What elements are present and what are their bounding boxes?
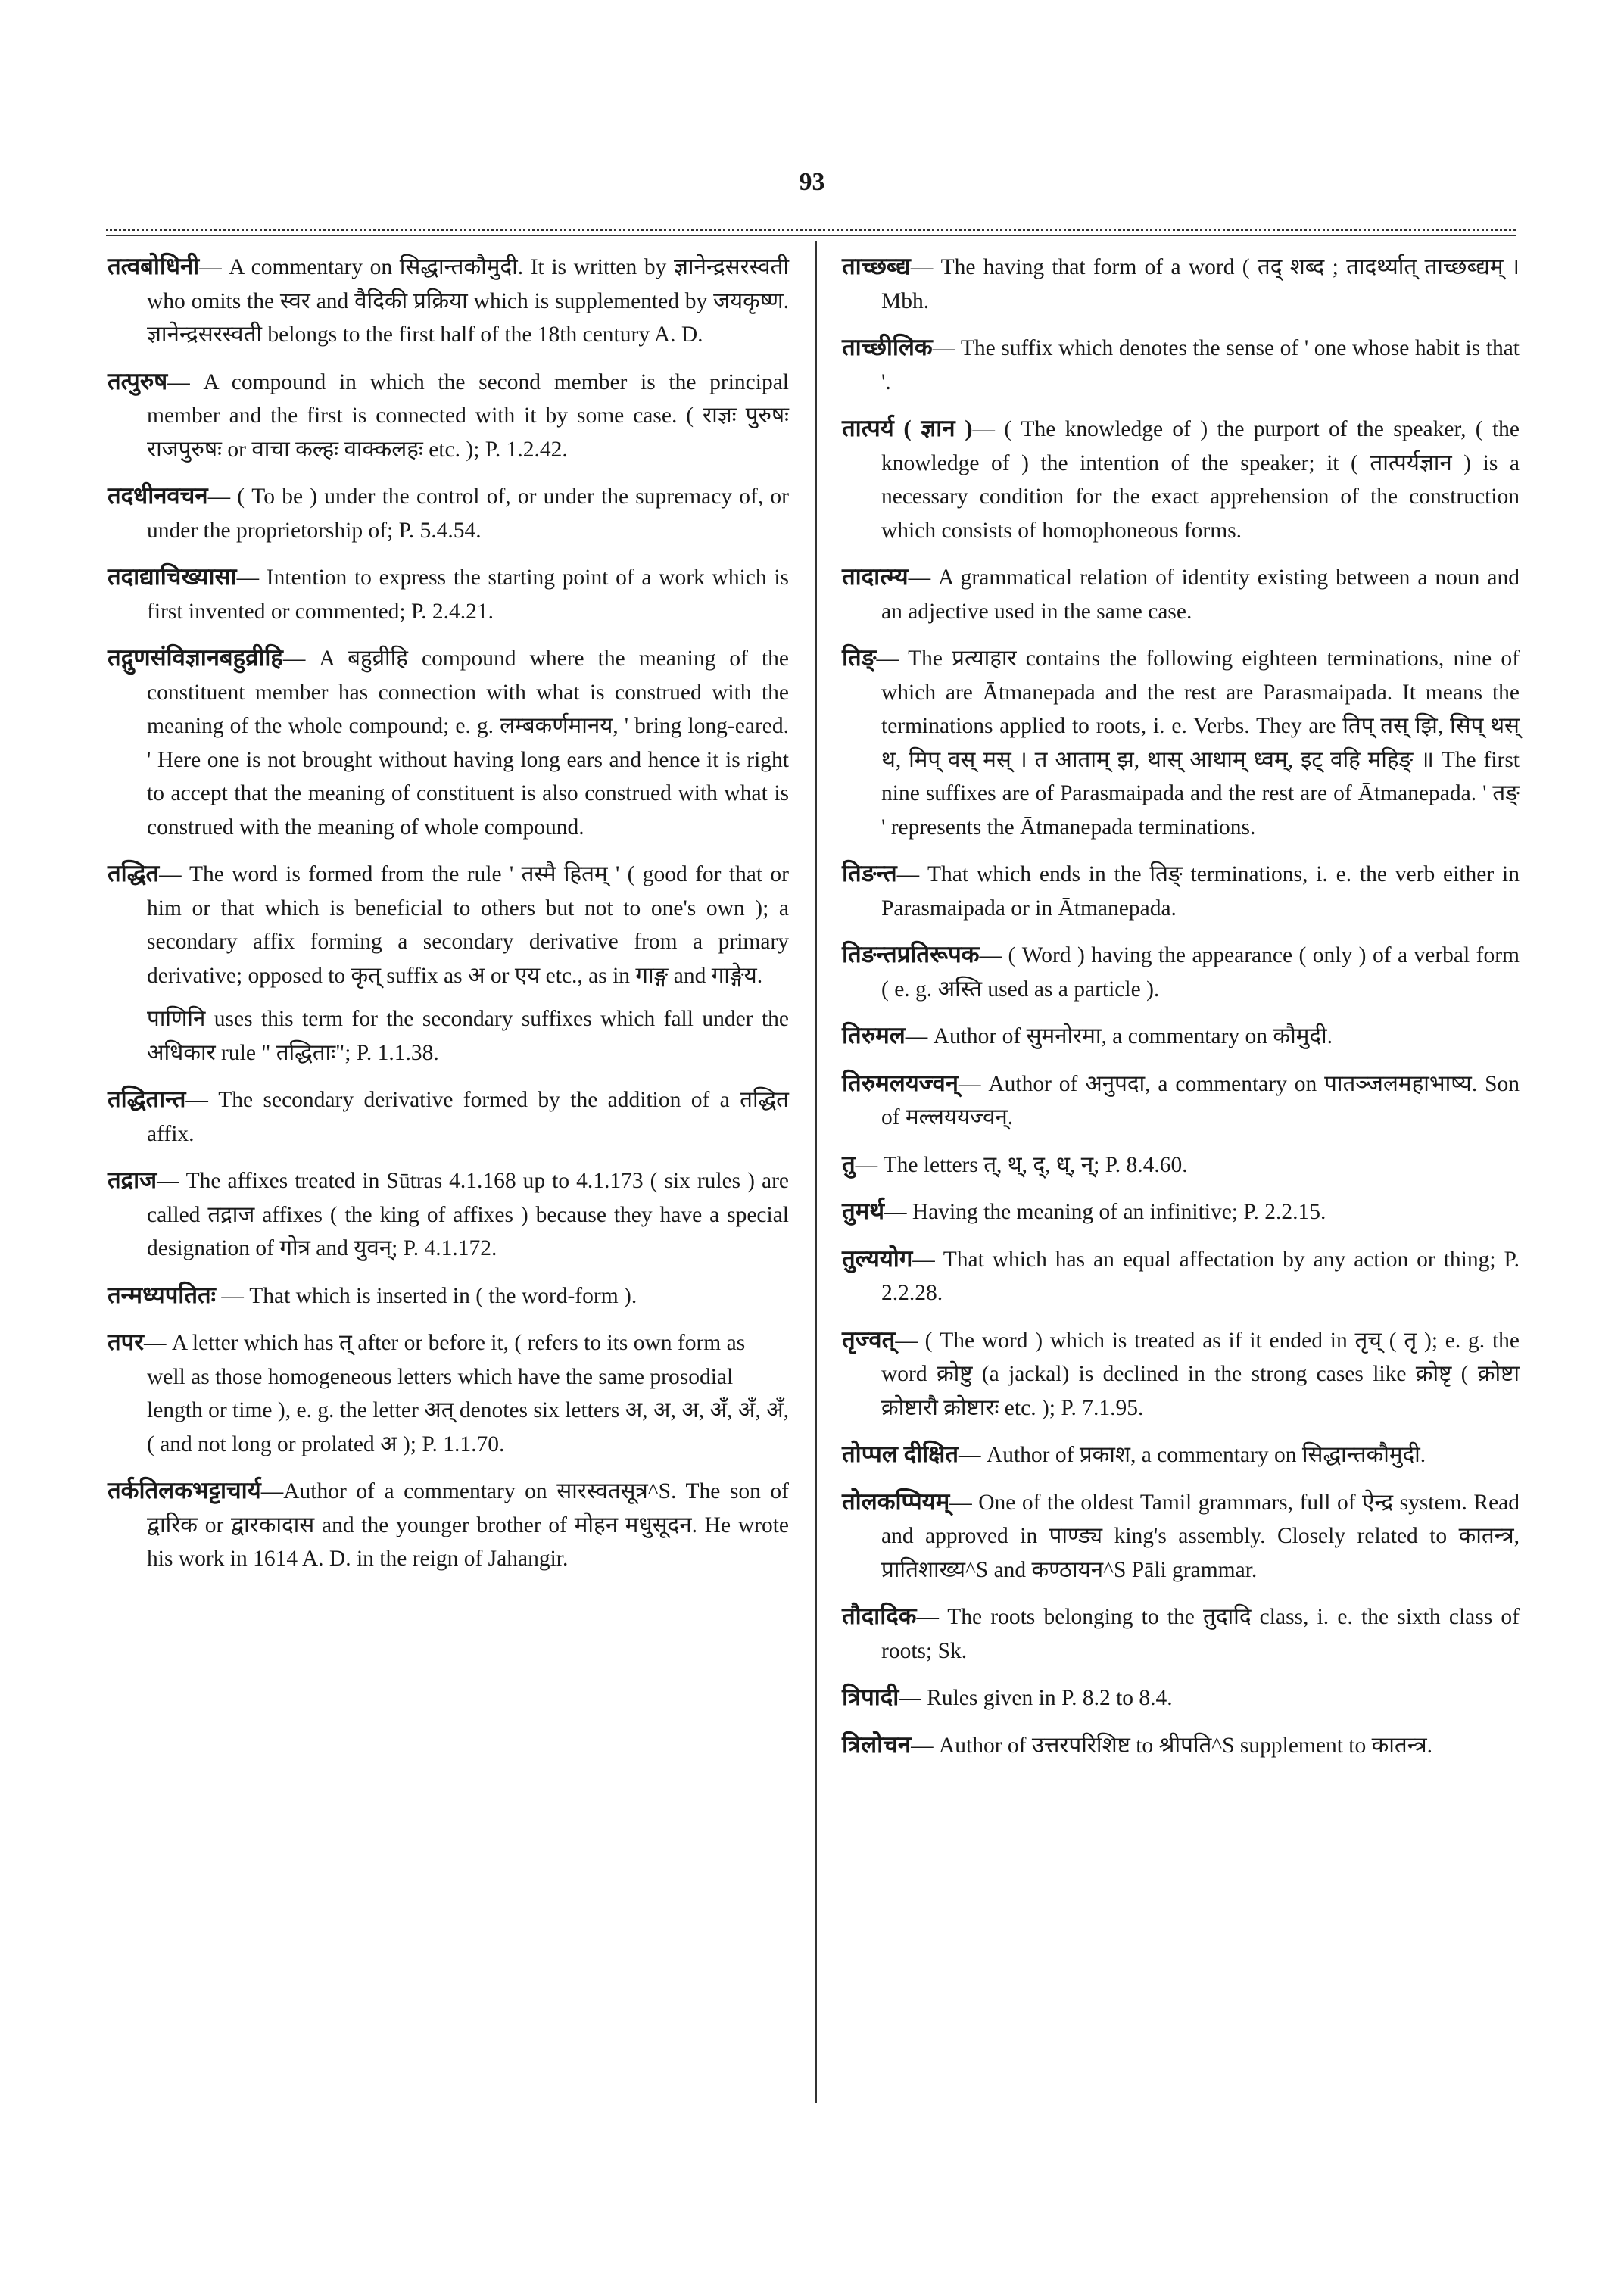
dictionary-entry bbox=[842, 1067, 1520, 1135]
entry-headword: तिरुमलयज्वन् bbox=[842, 1069, 959, 1096]
left-column bbox=[108, 250, 789, 1589]
column-divider bbox=[815, 241, 817, 2103]
entry-headword: तुमर्थ bbox=[842, 1198, 885, 1224]
entry-headword: तिङन्त bbox=[842, 860, 897, 886]
entry-text: — The प्रत्याहार contains the following eighteen terminations, nine of which are Ātmanepada and the rest are Parasmaipada. It means the terminations applied to roots, i. e. Verbs. They are तिप् तस् झि, सिप् थस् थ, मिप् वस् मस् । त आताम् झ, थास् आथाम् ध्वम्, इट् वहि महिङ् ॥ The first nine suffixes are of Parasmaipada and the rest are of Ātmanepada. ' तङ् ' represents the Ātmanepada terminations. bbox=[876, 646, 1520, 840]
dictionary-entry bbox=[842, 1323, 1520, 1425]
entry-text: — The roots belonging to the तुदादि class, i. e. the sixth class of roots; Sk. bbox=[881, 1605, 1520, 1663]
entry-text: — A compound in which the second member is the principal member and the first is connected with it by some case. ( राज्ञः पुरुषः राजपुरुषः or वाचा कल्हः वाक्कलहः etc. ); P. 1.2.42. bbox=[147, 369, 789, 462]
entry-headword: तृज्वत् bbox=[842, 1326, 896, 1353]
entry-text: — ( The knowledge of ) the purport of the speaker, ( the knowledge of ) the intention of the speaker; it ( तात्पर्यज्ञान ) is a necessary condition for the exact apprehension of the construction which consists of homophoneous forms. bbox=[881, 417, 1520, 543]
right-column bbox=[842, 250, 1520, 1775]
entry-text: — ( Word ) having the appearance ( only ) of a verbal form ( e. g. अस्ति used as a particle ). bbox=[881, 943, 1520, 1002]
dictionary-entry bbox=[842, 1438, 1520, 1472]
entry-headword: तद्धितान्त bbox=[108, 1086, 186, 1112]
entry-text: — Author of सुमनोरमा, a commentary on कौमुदी. bbox=[905, 1024, 1333, 1048]
dictionary-entry bbox=[842, 938, 1520, 1006]
entry-text: — Rules given in P. 8.2 to 8.4. bbox=[899, 1686, 1173, 1710]
entry-headword: तद्राज bbox=[108, 1167, 157, 1193]
dictionary-entry bbox=[842, 1019, 1520, 1054]
entry-text: —Author of a commentary on सारस्वतसूत्र^S. The son of द्वारिक or द्वारकादास and the younger brother of मोहन मधुसूदन. He wrote his work in 1614 A. D. in the reign of Jahangir. bbox=[147, 1479, 789, 1571]
entry-text: — One of the oldest Tamil grammars, full of ऐन्द्र system. Read and approved in पाण्ड्य king's assembly. Closely related to कातन्त्र, प्रातिशाख्य^S and कण्ठायन^S Pāli grammar. bbox=[881, 1490, 1520, 1582]
entry-headword: तदधीनवचन bbox=[108, 482, 208, 509]
entry-text: — Author of उत्तरपरिशिष्ट to श्रीपति^S supplement to कातन्त्र. bbox=[911, 1733, 1432, 1758]
entry-headword: तु bbox=[842, 1150, 856, 1177]
dictionary-entry bbox=[108, 365, 789, 467]
entry-headword: तोलकप्पियम् bbox=[842, 1488, 950, 1515]
dictionary-entry bbox=[842, 1242, 1520, 1310]
dictionary-entry bbox=[842, 1681, 1520, 1715]
entry-text: — A commentary on सिद्धान्तकौमुदी. It is written by ज्ञानेन्द्रसरस्वती who omits the स्वर and वैदिकी प्रक्रिया which is supplemented by जयकृष्ण. ज्ञानेन्द्रसरस्वती belongs to the first half of the 18th century A. D. bbox=[147, 255, 789, 347]
entry-text: — ( The word ) which is treated as if it ended in तृच् ( तृ ); e. g. the word क्रोष्टु (a jackal) is declined in the strong cases like क्रोष्टृ ( क्रोष्टा क्रोष्टारौ क्रोष्टारः etc. ); P. 7.1.95. bbox=[881, 1328, 1520, 1420]
entry-text: — The affixes treated in Sūtras 4.1.168 up to 4.1.173 ( six rules ) are called तद्राज affixes ( the king of affixes ) because they have a special designation of गोत्र and युवन्; P. 4.1.172. bbox=[147, 1169, 789, 1260]
header-rule bbox=[106, 229, 1516, 231]
entry-headword: तद्गुणसंविज्ञानबहुव्रीहि bbox=[108, 644, 283, 671]
entry-text: — That which is inserted in ( the word-form ). bbox=[215, 1283, 637, 1308]
dictionary-entry bbox=[842, 560, 1520, 628]
dictionary-entry bbox=[842, 1195, 1520, 1229]
entry-headword: तात्पर्य ( ज्ञान ) bbox=[842, 415, 973, 441]
entry-text: — Author of प्रकाश, a commentary on सिद्धान्तकौमुदी. bbox=[959, 1443, 1426, 1467]
dictionary-entry bbox=[108, 1474, 789, 1576]
entry-text: — The word is formed from the rule ' तस्मै हितम् ' ( good for that or him or that which is beneficial to others but not to one's own ); a secondary affix forming a secondary derivative from a primary derivative; opposed to कृत् suffix as अ or एय etc., as in गाङ्ग and गाङ्गेय. bbox=[147, 862, 789, 988]
dictionary-entry bbox=[108, 479, 789, 547]
dictionary-entry bbox=[842, 250, 1520, 318]
entry-headword: तिङन्तप्रतिरूपक bbox=[842, 941, 980, 967]
entry-headword: तोप्पल दीक्षित bbox=[842, 1441, 959, 1467]
entry-headword: तर्कतिलकभट्टाचार्य bbox=[108, 1477, 261, 1503]
entry-text: — The having that form of a word ( तद् शब्द ; तादर्थ्यात् ताच्छब्द्यम् । Mbh. bbox=[881, 255, 1520, 313]
entry-text: — A letter which has त् after or before it, ( refers to its own form as well as those homogeneous letters which have the same prosodial length or time ), e. g. the letter अत् denotes six letters अ, अ, अ, अँ, अँ, अँ, ( and not long or prolated अ ); P. 1.1.70. bbox=[143, 1331, 789, 1456]
dictionary-entry bbox=[842, 1600, 1520, 1668]
entry-text: — The letters त्, थ्, द्, ध्, न्; P. 8.4.60. bbox=[855, 1152, 1188, 1177]
dictionary-entry-continuation bbox=[108, 1002, 789, 1070]
entry-text: — The secondary derivative formed by the addition of a तद्धित affix. bbox=[147, 1088, 789, 1146]
dictionary-entry bbox=[108, 1279, 789, 1313]
page-number: 93 bbox=[799, 168, 825, 196]
entry-text: — Intention to express the starting point of a work which is first invented or commented; P. 2.4.21. bbox=[147, 565, 789, 624]
entry-headword: तादात्म्य bbox=[842, 563, 909, 590]
dictionary-entry bbox=[842, 331, 1520, 399]
dictionary-entry bbox=[108, 560, 789, 628]
entry-text: — That which has an equal affectation by any action or thing; P. 2.2.28. bbox=[881, 1247, 1520, 1305]
entry-headword: तिरुमल bbox=[842, 1022, 906, 1048]
entry-headword: तत्वबोधिनी bbox=[108, 253, 200, 279]
dictionary-entry bbox=[108, 1164, 789, 1266]
dictionary-entry bbox=[108, 641, 789, 844]
dictionary-entry bbox=[108, 857, 789, 992]
entry-text: — ( To be ) under the control of, or under the supremacy of, or under the proprietorship of; P. 5.4.54. bbox=[147, 484, 789, 543]
entry-headword: तदाद्याचिख्यासा bbox=[108, 563, 237, 590]
entry-text: — That which ends in the तिङ् terminations, i. e. the verb either in Parasmaipada or in Ātmanepada. bbox=[881, 862, 1520, 921]
entry-headword: तौदादिक bbox=[842, 1603, 917, 1629]
entry-text: — Author of अनुपदा, a commentary on पातञ्जलमहाभाष्य. Son of मल्लययज्वन्. bbox=[881, 1071, 1520, 1129]
dictionary-entry bbox=[842, 641, 1520, 844]
entry-headword: तपर bbox=[108, 1329, 144, 1355]
entry-text: — A grammatical relation of identity existing between a noun and an adjective used in the same case. bbox=[881, 565, 1520, 624]
entry-text: — The suffix which denotes the sense of ' one whose habit is that '. bbox=[881, 336, 1520, 394]
entry-headword: तुल्ययोग bbox=[842, 1245, 913, 1272]
dictionary-entry bbox=[108, 1083, 789, 1151]
entry-text: — A बहुव्रीहि compound where the meaning of the constituent member has connection with what is construed with the meaning of the whole compound; e. g. लम्बकर्णमानय, ' bring long-eared. ' Here one is not brought without having long ears and hence it is right to accept that the meaning of constituent is also construed with what is construed with the meaning of whole compound. bbox=[147, 646, 789, 840]
entry-headword: ताच्छीलिक bbox=[842, 334, 933, 360]
entry-headword: त्रिलोचन bbox=[842, 1731, 912, 1758]
entry-headword: ताच्छब्द्य bbox=[842, 253, 911, 279]
dictionary-entry bbox=[842, 412, 1520, 547]
entry-headword: तत्पुरुष bbox=[108, 367, 168, 394]
entry-headword: त्रिपादी bbox=[842, 1684, 899, 1710]
dictionary-entry bbox=[842, 1485, 1520, 1587]
dictionary-entry bbox=[842, 857, 1520, 925]
entry-headword: तिङ् bbox=[842, 644, 877, 671]
dictionary-entry bbox=[108, 250, 789, 352]
dictionary-entry bbox=[842, 1728, 1520, 1763]
entry-text: पाणिनि uses this term for the secondary suffixes which fall under the अधिकार rule " तद्धिताः"; P. 1.1.38. bbox=[147, 1007, 789, 1065]
dictionary-entry bbox=[842, 1148, 1520, 1182]
entry-headword: तद्धित bbox=[108, 860, 160, 886]
dictionary-entry bbox=[108, 1326, 789, 1461]
entry-text: — Having the meaning of an infinitive; P. 2.2.15. bbox=[884, 1200, 1326, 1224]
entry-headword: तन्मध्यपतितः bbox=[108, 1281, 216, 1308]
